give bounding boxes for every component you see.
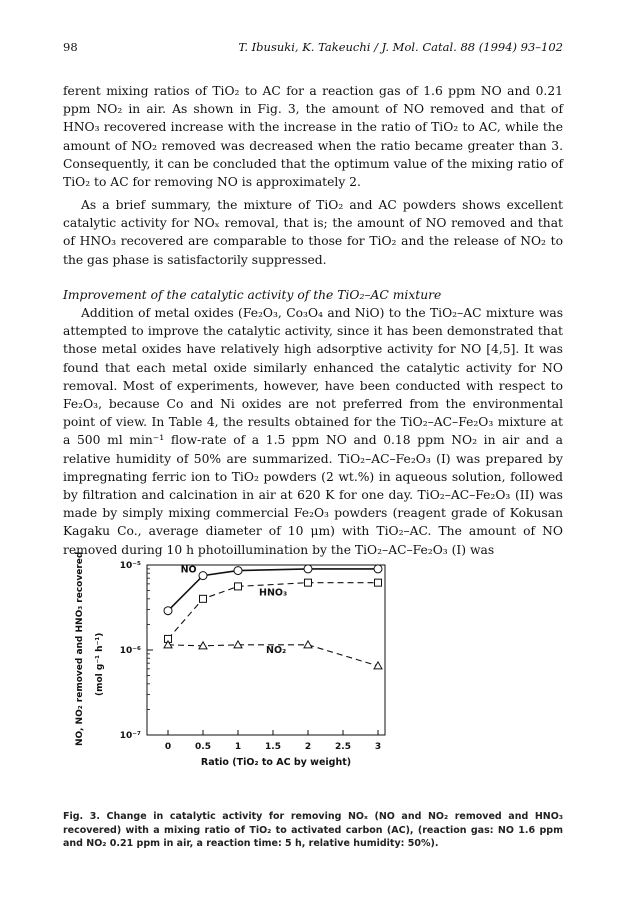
paragraph-1: ferent mixing ratios of TiO₂ to AC for a reaction gas of 1.6 ppm NO and 0.21 ppm NO₂ in air. As shown in Fig. 3, the amount of NO removed and that of HNO₃ recovered increase with the increase in the ratio of TiO₂ to AC, while the amount of NO₂ removed was decreased when the ratio became greater than 3. Consequently, it can be concluded that the optimum value of the mixing ratio of TiO₂ to AC for removing NO is approximately 2. [63,84,563,190]
series-label-HNO₃: HNO₃ [259,587,288,599]
x-tick-label: 0.5 [195,742,211,752]
page-header [63,40,563,60]
figure-caption: Fig. 3. Change in catalytic activity for removing NOₓ (NO and NO₂ removed and HNO₃ recovered) with a mixing ratio of TiO₂ to activated carbon (AC), (reaction gas: NO 1.6 ppm and NO₂ 0.21 ppm in air, a reaction time: 5 h, relative humidity: 50%). [63,811,563,849]
data-point-NO [234,567,242,575]
series-label-NO₂: NO₂ [266,645,287,657]
data-point-NO [304,565,312,573]
page-number: 98 [63,40,78,54]
data-point-HNO₃ [305,579,312,586]
data-point-HNO₃ [235,583,242,590]
y-tick-label: 10⁻⁷ [119,731,141,741]
x-tick-label: 2.5 [335,742,351,752]
x-tick-label: 3 [374,742,382,752]
data-point-HNO₃ [200,595,207,602]
y-tick-label: 10⁻⁶ [119,646,141,656]
x-tick-label: 1.5 [265,742,281,752]
running-citation: T. Ibusuki, K. Takeuchi / J. Mol. Catal. 88 (1994) 93–102 [238,40,563,54]
data-point-HNO₃ [375,579,382,586]
data-point-NO [374,565,382,573]
y-tick-label: 10⁻⁵ [119,561,141,571]
data-point-NO [199,572,207,580]
data-point-NO [164,607,172,615]
y-axis-label-line1: NO, NO₂ removed and HNO₃ recovered [75,551,85,746]
y-axis-label-line2: (mol g⁻¹ h⁻¹) [95,632,105,696]
section-title: Improvement of the catalytic activity of the TiO₂–AC mixture [63,288,442,302]
x-axis-label: Ratio (TiO₂ to AC by weight) [200,757,352,768]
data-point-NO₂ [304,641,312,648]
paragraph-3: Addition of metal oxides (Fe₂O₃, Co₃O₄ and NiO) to the TiO₂–AC mixture was attempted to improve the catalytic activity, since it has been demonstrated that those metal oxides have relatively high adsorptive activity for NO [4,5]. It was found that each metal oxide similarly enhanced the catalytic activity for NO removal. Most of experiments, however, have been conducted with respect to Fe₂O₃, because Co and Ni oxides are not preferred from the environmental point of view. In Table 4, the results obtained for the TiO₂–AC–Fe₂O₃ mixture at a 500 ml min⁻¹ flow-rate of a 1.5 ppm NO and 0.18 ppm NO₂ in air and a relative humidity of 50% are summarized. TiO₂–AC–Fe₂O₃ (I) was prepared by impregnating ferric ion to TiO₂ powders (2 wt.%) in aqueous solution, followed by filtration and calcination in air at 620 K for one day. TiO₂–AC–Fe₂O₃ (II) was made by simply mixing commercial Fe₂O₃ powders (reagent grade of Kokusan Kagaku Co., average diameter of 10 μm) with TiO₂–AC. The amount of NO removed during 10 h photoillumination by the TiO₂–AC–Fe₂O₃ (I) was [63,306,563,557]
x-tick-label: 0 [164,742,172,752]
series-label-NO: NO [180,564,197,576]
x-tick-label: 1 [234,742,242,752]
figure-3-chart [0,548,627,788]
paragraph-2: As a brief summary, the mixture of TiO₂ and AC powders shows excellent catalytic activity for NOₓ removal, that is; the amount of NO removed and that of HNO₃ recovered are comparable to those for TiO₂ and the release of NO₂ to the gas phase is satisfactorily suppressed. [63,198,563,267]
x-tick-label: 2 [304,742,312,752]
